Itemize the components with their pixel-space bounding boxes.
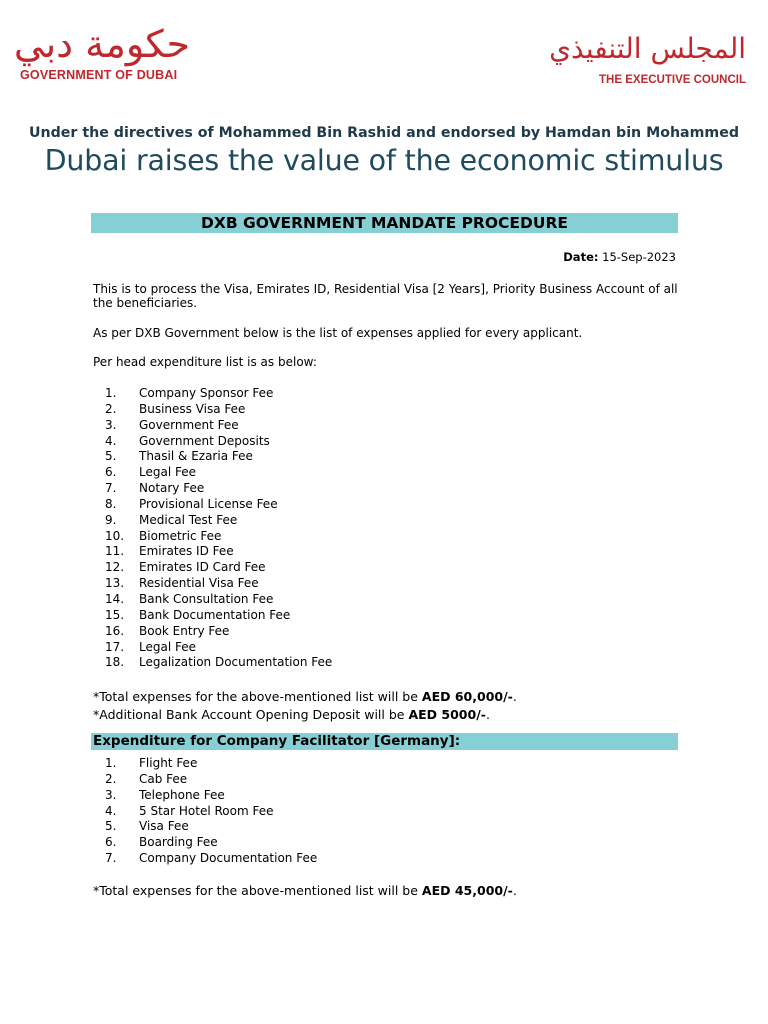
directive-subheading: Under the directives of Mohammed Bin Rashid and endorsed by Hamdan bin Mohammed xyxy=(29,125,739,141)
list-item: 1. Company Sponsor Fee xyxy=(105,386,274,400)
council-arabic-text: المجلس التنفيذي xyxy=(549,32,746,65)
list-item: 3. Government Fee xyxy=(105,417,239,432)
list-item: 9. Medical Test Fee xyxy=(105,512,238,527)
per-head-paragraph: Per head expenditure list is as below: xyxy=(93,355,317,369)
list-item: 15. Bank Documentation Fee xyxy=(105,607,291,622)
logo-english-text: GOVERNMENT OF DUBAI xyxy=(20,68,178,82)
list-item: 17. Legal Fee xyxy=(105,639,196,654)
facilitator-section-title: Expenditure for Company Facilitator [Germany]: xyxy=(91,733,678,750)
list-item: 6. Legal Fee xyxy=(105,465,196,480)
total-amount: AED 60,000/- xyxy=(421,689,513,704)
list-item: 10. Biometric Fee xyxy=(105,528,222,543)
document-title: DXB GOVERNMENT MANDATE PROCEDURE xyxy=(91,213,678,233)
list-item: 7. Company Documentation Fee xyxy=(105,851,318,866)
stimulus-headline: Dubai raises the value of the economic stimulus xyxy=(44,144,724,177)
executive-council-logo xyxy=(549,32,746,86)
applicant-fee-list xyxy=(93,386,332,671)
list-item: 16. Book Entry Fee xyxy=(105,623,230,638)
list-item: 2. Cab Fee xyxy=(105,771,188,786)
council-english-text: THE EXECUTIVE COUNCIL xyxy=(599,74,746,86)
list-item: 14. Bank Consultation Fee xyxy=(105,591,274,606)
facilitator-fee-list xyxy=(93,756,317,867)
date-label: Date: xyxy=(563,250,599,264)
list-item: 3. Telephone Fee xyxy=(105,787,225,802)
list-item: 5. Thasil & Ezaria Fee xyxy=(105,449,253,464)
list-item: 2. Business Visa Fee xyxy=(105,401,246,416)
deposit-amount: AED 5000/- xyxy=(408,707,486,722)
list-item: 8. Provisional License Fee xyxy=(105,496,278,511)
government-of-dubai-logo xyxy=(13,22,190,82)
list-item: 4. Government Deposits xyxy=(105,433,270,448)
total-facilitator-expenses: *Total expenses for the above-mentioned list will be AED 45,000/-. xyxy=(93,883,517,898)
list-item: 13. Residential Visa Fee xyxy=(105,576,259,591)
list-item: 12. Emirates ID Card Fee xyxy=(105,560,266,575)
date-line xyxy=(563,250,676,264)
list-item: 5. Visa Fee xyxy=(105,819,189,834)
list-item: 7. Notary Fee xyxy=(105,481,205,496)
total-applicant-expenses: *Total expenses for the above-mentioned list will be AED 60,000/-. xyxy=(93,689,517,704)
list-item: 11. Emirates ID Fee xyxy=(105,544,234,559)
bank-deposit-note: *Additional Bank Account Opening Deposit will be AED 5000/-. xyxy=(93,707,490,722)
list-item: 6. Boarding Fee xyxy=(105,835,218,850)
facilitator-total-amount: AED 45,000/- xyxy=(421,883,513,898)
expenses-paragraph: As per DXB Government below is the list of expenses applied for every applicant. xyxy=(93,326,583,340)
list-item: 18. Legalization Documentation Fee xyxy=(105,655,333,670)
list-item: 4. 5 Star Hotel Room Fee xyxy=(105,803,274,818)
logo-arabic-text: حكومة دبي xyxy=(13,22,190,66)
list-item: 1. Flight Fee xyxy=(105,756,198,770)
date-value: 15-Sep-2023 xyxy=(602,250,676,264)
intro-paragraph: This is to process the Visa, Emirates ID, Residential Visa [2 Years], Priority Business Account of all the beneficiaries. xyxy=(93,282,678,310)
